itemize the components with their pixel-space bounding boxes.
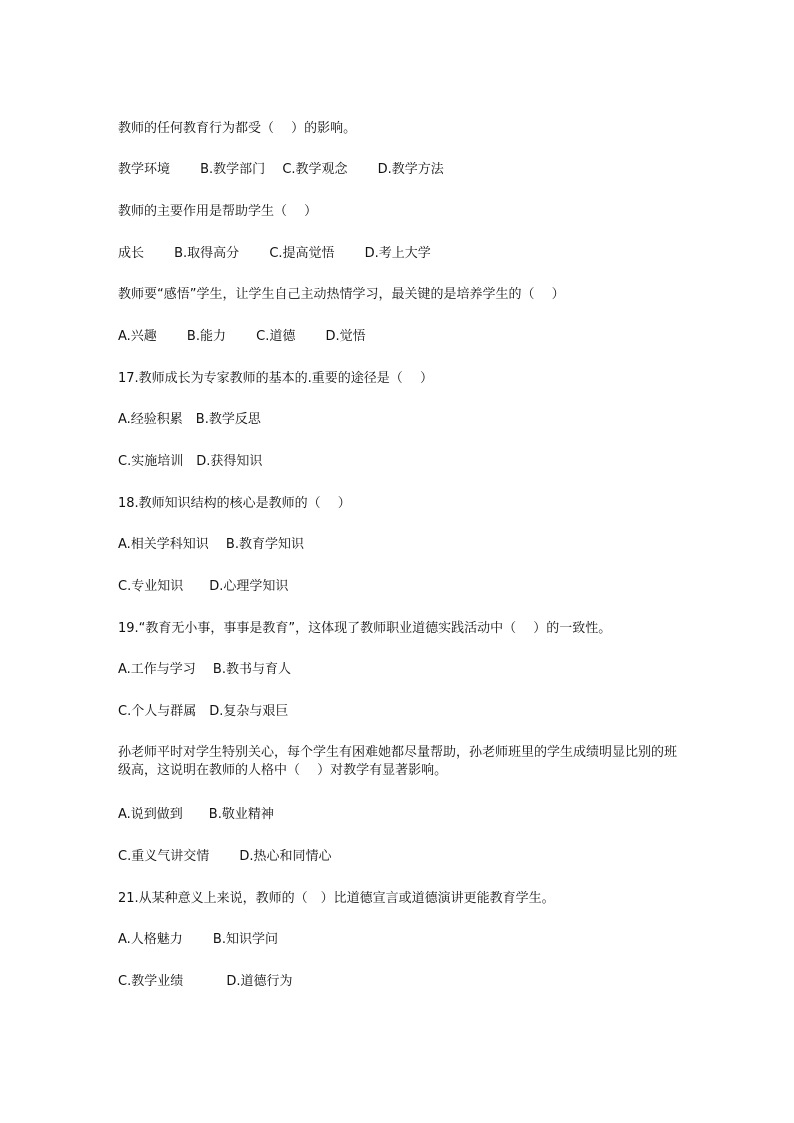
question-16-options: 教学环境 B.教学部门 C.教学观念 D.教学方法 bbox=[118, 162, 444, 177]
question-21-stem: 21.从某种意义上来说，教师的（ ）比道德宣言或道德演讲更能教育学生。 bbox=[118, 891, 555, 906]
question-19-stem: 19.“教育无小事，事事是教育”，这体现了教师职业道德实践活动中（ ）的一致性。 bbox=[118, 621, 612, 636]
question-18-stem: 18.教师知识结构的核心是教师的（ ） bbox=[118, 496, 351, 511]
question-18-options-cd: C.专业知识 D.心理学知识 bbox=[118, 579, 289, 594]
question-17-options-cd: C.实施培训 D.获得知识 bbox=[118, 454, 263, 469]
question-help-options: 成长 B.取得高分 C.提高觉悟 D.考上大学 bbox=[118, 246, 431, 261]
question-18-options-ab: A.相关学科知识 B.教育学知识 bbox=[118, 537, 304, 552]
question-17-stem: 17.教师成长为专家教师的基本的.重要的途径是（ ） bbox=[118, 371, 433, 386]
question-20-stem: 孙老师平时对学生特别关心，每个学生有困难她都尽量帮助，孙老师班里的学生成绩明显比别的班级高，这说明在教师的人格中（ ）对教学有显著影响。 bbox=[118, 745, 678, 778]
question-17-options-ab: A.经验积累 B.教学反思 bbox=[118, 412, 261, 427]
question-19-options-ab: A.工作与学习 B.教书与育人 bbox=[118, 662, 291, 677]
question-21-options-cd: C.教学业绩 D.道德行为 bbox=[118, 974, 293, 989]
question-ganwu-options: A.兴趣 B.能力 C.道德 D.觉悟 bbox=[118, 329, 366, 344]
question-19-options-cd: C.个人与群属 D.复杂与艰巨 bbox=[118, 704, 289, 719]
question-16-stem: 教师的任何教育行为都受（ ）的影响。 bbox=[118, 121, 357, 136]
question-20-options-cd: C.重义气讲交情 D.热心和同情心 bbox=[118, 849, 332, 864]
question-help-stem: 教师的主要作用是帮助学生（ ） bbox=[118, 204, 318, 219]
question-21-options-ab: A.人格魅力 B.知识学问 bbox=[118, 932, 278, 947]
question-ganwu-stem: 教师要“感悟”学生，让学生自己主动热情学习，最关键的是培养学生的（ ） bbox=[118, 287, 565, 302]
question-20-options-ab: A.说到做到 B.敬业精神 bbox=[118, 807, 274, 822]
